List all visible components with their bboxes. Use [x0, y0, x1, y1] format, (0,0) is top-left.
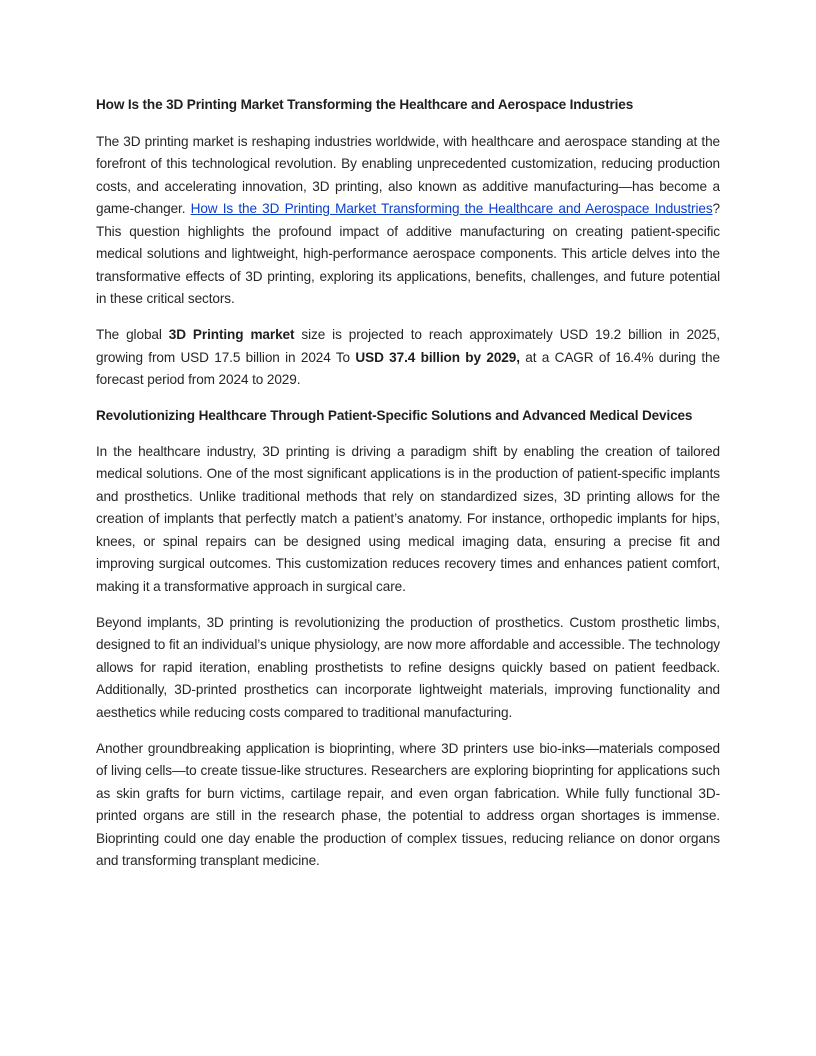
- prosthetics-paragraph: Beyond implants, 3D printing is revolutionizing the production of prosthetics. Custom prosthetic limbs, designed to fit an individual’s unique physiology, are now more affordable and accessible. The technology allows for rapid iteration, enabling prosthetists to refine designs quickly based on patient feedback. Additionally, 3D-printed prosthetics can incorporate lightweight materials, improving functionality and aesthetics while reducing costs compared to traditional manufacturing.: [96, 614, 720, 720]
- document-page: [96, 94, 720, 886]
- market-bold-figure: USD 37.4 billion by 2029,: [355, 349, 520, 365]
- intro-text: The 3D printing market is reshaping industries worldwide, with healthcare and aerospace standing at the forefront of this technological revolution. By enabling unprecedented customization, reducing production costs, and accelerating innovation, 3D printing, also known as additive manufacturing—has become a game-changer.: [96, 133, 720, 216]
- market-text: at a CAGR of 16.4% during the forecast period from 2024 to 2029.: [96, 349, 720, 387]
- market-text: The global: [96, 327, 169, 342]
- article-link[interactable]: How Is the 3D Printing Market Transforming the Healthcare and Aerospace Industries: [190, 201, 713, 216]
- article-title: How Is the 3D Printing Market Transforming the Healthcare and Aerospace Industries: [96, 97, 634, 112]
- market-text: size is projected to reach approximately USD 19.2 billion in 2025, growing from USD 17.5 billion in 2024 To: [96, 327, 720, 365]
- intro-paragraph: [96, 131, 720, 311]
- intro-text-continued: ? This question highlights the profound impact of additive manufacturing on creating patient-specific medical solutions and lightweight, high-performance aerospace components. This article delves into the transformative effects of 3D printing, exploring its applications, benefits, challenges, and future potential in these critical sectors.: [96, 201, 721, 306]
- bioprinting-paragraph: Another groundbreaking application is bioprinting, where 3D printers use bio-inks—materials composed of living cells—to create tissue-like structures. Researchers are exploring bioprinting for applications such as skin grafts for burn victims, cartilage repair, and even organ fabrication. While fully functional 3D-printed organs are still in the research phase, the potential to address organ shortages is immense. Bioprinting could one day enable the production of complex tissues, reducing reliance on donor organs and transforming transplant medicine.: [96, 740, 720, 868]
- section-heading-healthcare: Revolutionizing Healthcare Through Patient-Specific Solutions and Advanced Medical Devices: [96, 408, 693, 423]
- market-bold-term: 3D Printing market: [168, 327, 295, 342]
- market-size-paragraph: [96, 324, 720, 392]
- implants-paragraph: In the healthcare industry, 3D printing is driving a paradigm shift by enabling the creation of tailored medical solutions. One of the most significant applications is in the production of patient-specific implants and prosthetics. Unlike traditional methods that rely on standardized sizes, 3D printing allows for the creation of implants that perfectly match a patient’s anatomy. For instance, orthopedic implants for hips, knees, or spinal repairs can be designed using medical imaging data, ensuring a precise fit and improving surgical outcomes. This customization reduces recovery times and enhances patient comfort, making it a transformative approach in surgical care.: [96, 443, 720, 594]
